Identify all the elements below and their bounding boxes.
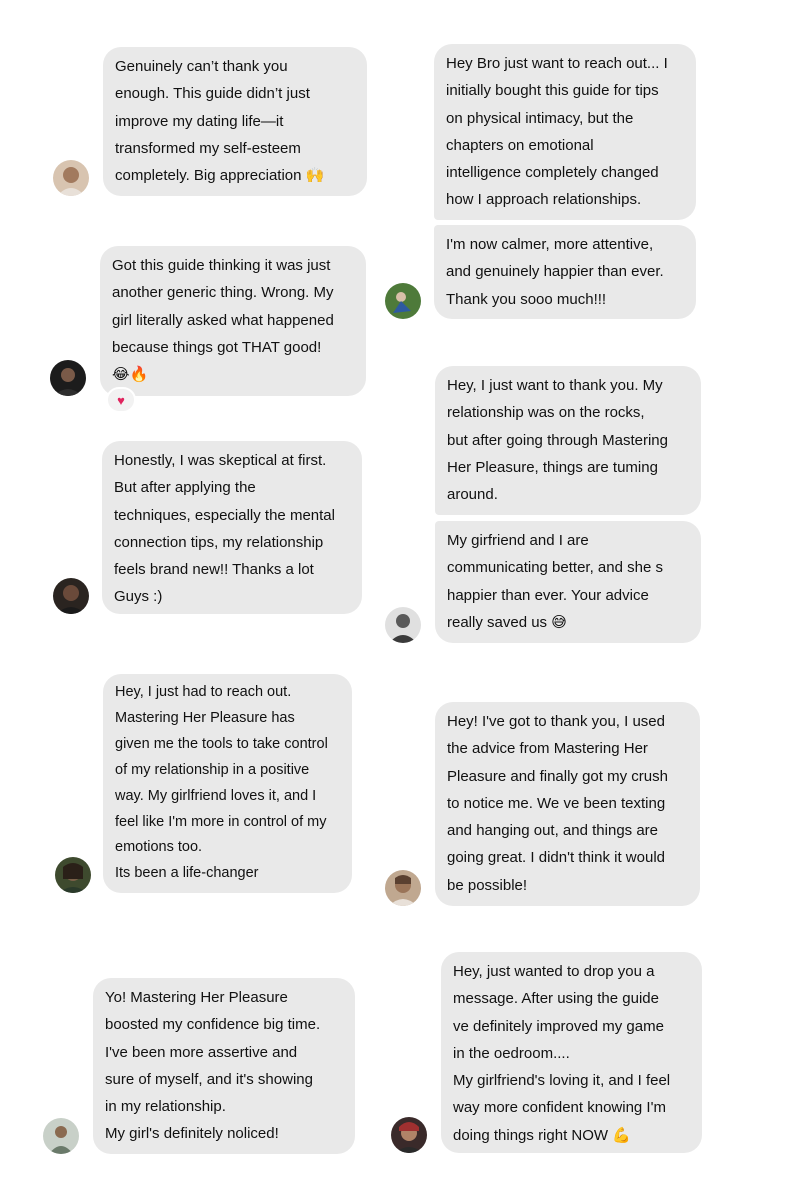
- avatar[interactable]: [385, 607, 421, 643]
- avatar[interactable]: [55, 857, 91, 893]
- message-bubble: Hey Bro just want to reach out... I initially bought this guide for tips on physical intimacy, but the chapters on emotional intelligence completely changed how I approach relationships.: [434, 44, 696, 220]
- avatar[interactable]: [385, 283, 421, 319]
- avatar[interactable]: [385, 870, 421, 906]
- heart-reaction-icon[interactable]: ♥: [106, 387, 136, 413]
- avatar[interactable]: [53, 578, 89, 614]
- avatar[interactable]: [391, 1117, 427, 1153]
- message-bubble: Yo! Mastering Her Pleasure boosted my confidence big time. I've been more assertive and sure of myself, and it's showing in my relationship. My girl's definitely noliced!: [93, 978, 355, 1154]
- message-bubble: Genuinely can’t thank you enough. This guide didn’t just improve my dating life—it transformed my self-esteem completely. Big appreciation 🙌: [103, 47, 367, 196]
- message-bubble: I'm now calmer, more attentive, and genuinely happier than ever. Thank you sooo much!!!: [434, 225, 696, 319]
- message-bubble: Honestly, I was skeptical at first. But after applying the techniques, especially the mental connection tips, my relationship feels brand new!! Thanks a lot Guys :): [102, 441, 362, 614]
- message-bubble: Got this guide thinking it was just another generic thing. Wrong. My girl literally asked what happened because things got THAT good! 😂🔥: [100, 246, 366, 396]
- avatar[interactable]: [43, 1118, 79, 1154]
- message-bubble: Hey! I've got to thank you, I used the advice from Mastering Her Pleasure and finally got my crush to notice me. We ve been texting and hanging out, and things are going great. I didn't think it would be possible!: [435, 702, 700, 906]
- message-bubble: My girfriend and I are communicating better, and she s happier than ever. Your advice really saved us 😅: [435, 521, 701, 643]
- message-bubble: Hey, I just had to reach out. Mastering Her Pleasure has given me the tools to take control of my relationship in a positive way. My girlfriend loves it, and I feel like I'm more in control of my emotions too. Its been a life-changer: [103, 674, 352, 893]
- message-bubble: Hey, just wanted to drop you a message. After using the guide ve definitely improved my game in the oedroom.... My girlfriend's loving it, and I feel way more confident knowing I'm doing things right NOW 💪: [441, 952, 702, 1153]
- message-bubble: Hey, I just want to thank you. My relationship was on the rocks, but after going through Mastering Her Pleasure, things are tuming around.: [435, 366, 701, 515]
- avatar[interactable]: [50, 360, 86, 396]
- avatar[interactable]: [53, 160, 89, 196]
